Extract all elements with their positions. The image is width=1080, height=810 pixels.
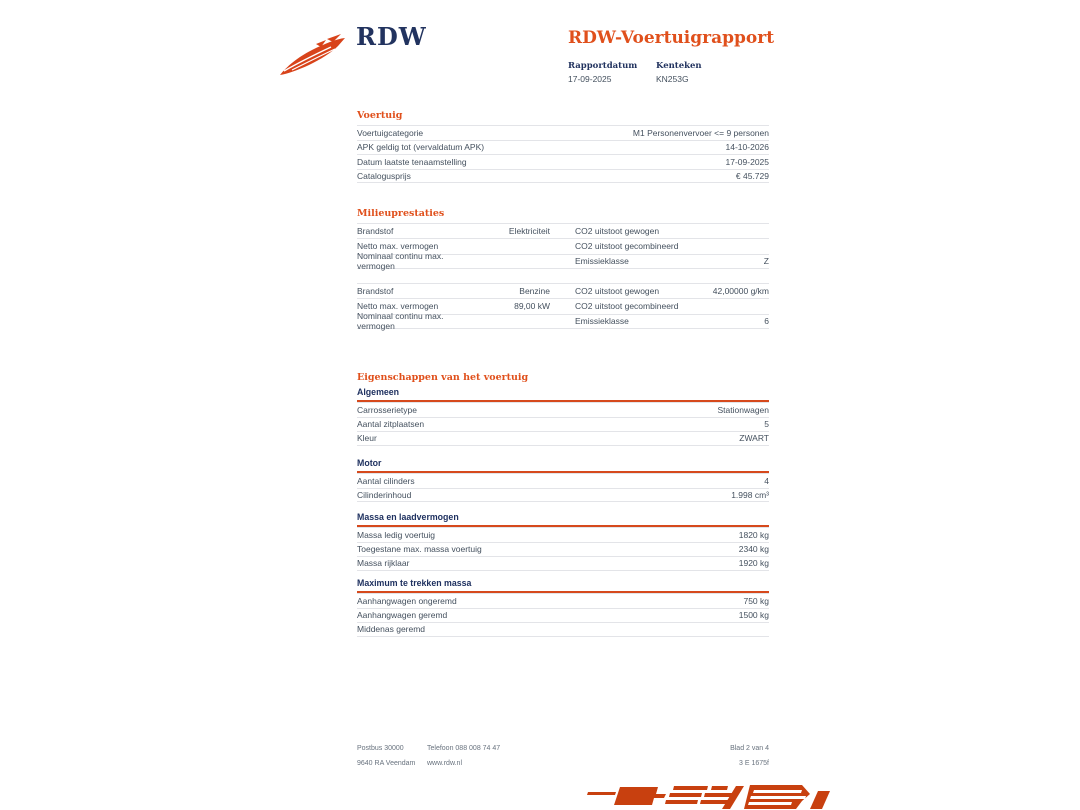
footer-website: www.rdw.nl (427, 760, 463, 767)
section-title: Voertuig (357, 110, 403, 121)
row-value: 4 (764, 475, 769, 486)
subsection-title: Maximum te trekken massa (357, 578, 769, 593)
row-label: Emissieklasse (575, 316, 629, 327)
report-content (357, 0, 769, 810)
table-row (357, 125, 769, 140)
row-label: Voertuigcategorie (357, 127, 424, 138)
table-row (357, 556, 769, 571)
row-value: M1 Personenvervoer <= 9 personen (632, 127, 769, 138)
row-value: ZWART (739, 433, 769, 444)
row-label: Kleur (357, 433, 377, 444)
table-row (357, 154, 769, 169)
table-row (357, 417, 769, 432)
subsection-trekken-massa (357, 578, 769, 637)
trekken-table (357, 593, 769, 637)
row-label: Brandstof (357, 286, 394, 297)
row-label: Catalogusprijs (357, 170, 411, 181)
row-value: 1500 kg (738, 610, 769, 621)
milieu-table-benzine (357, 283, 769, 332)
table-row (357, 283, 769, 298)
table-row (357, 431, 769, 446)
subsection-title: Algemeen (357, 387, 769, 402)
row-label: Nominaal continu max. vermogen (357, 251, 444, 272)
subsection-massa (357, 512, 769, 571)
footer-city: 9640 RA Veendam (357, 760, 416, 767)
row-label: Cilinderinhoud (357, 489, 412, 500)
row-label: Middenas geremd (357, 624, 426, 635)
row-label: Aanhangwagen ongeremd (357, 595, 457, 606)
table-row (357, 473, 769, 488)
row-label: Toegestane max. massa voertuig (357, 544, 482, 555)
row-label: Netto max. vermogen (357, 301, 439, 312)
table-row (357, 251, 769, 272)
row-label: CO2 uitstoot gewogen (575, 226, 660, 237)
row-label: Aantal zitplaatsen (357, 419, 425, 430)
row-value: 42,00000 g/km (712, 286, 769, 297)
table-row (357, 608, 769, 623)
table-row (357, 542, 769, 557)
row-value: 1920 kg (738, 558, 769, 569)
row-label: Brandstof (357, 226, 394, 237)
rdw-stripes-graphic (578, 784, 834, 810)
report-date-value: 17-09-2025 (568, 74, 612, 84)
section-eigenschappen (357, 372, 769, 387)
row-label: CO2 uitstoot gecombineerd (575, 241, 679, 252)
motor-table (357, 473, 769, 502)
subsection-title: Motor (357, 458, 769, 473)
row-label: Nominaal continu max. vermogen (357, 311, 444, 332)
row-value: Z (763, 256, 769, 267)
row-label: Datum laatste tenaamstelling (357, 156, 467, 167)
row-value: 1820 kg (738, 529, 769, 540)
subsection-title: Massa en laadvermogen (357, 512, 769, 527)
subsection-algemeen (357, 387, 769, 446)
rdw-logo-swoosh-icon (278, 29, 348, 77)
section-title: Eigenschappen van het voertuig (357, 372, 529, 383)
section-title: Milieuprestaties (357, 208, 445, 219)
row-value: 17-09-2025 (725, 156, 769, 167)
footer-doc-code: 3 E 1675f (739, 760, 769, 767)
voertuig-table (357, 125, 769, 183)
row-value: 5 (764, 419, 769, 430)
report-date-label: Rapportdatum (568, 61, 638, 71)
section-milieuprestaties-benzine (357, 283, 769, 332)
row-value: 14-10-2026 (725, 142, 769, 153)
row-value: 6 (764, 316, 769, 327)
rdw-wordmark: RDW (356, 22, 427, 51)
row-label: Aanhangwagen geremd (357, 610, 448, 621)
table-row (357, 169, 769, 184)
table-row (357, 527, 769, 542)
row-label: Carrosserietype (357, 404, 417, 415)
row-label: Aantal cilinders (357, 475, 415, 486)
subsection-motor (357, 458, 769, 502)
footer-postbus: Postbus 30000 (357, 745, 404, 752)
milieu-table-elektriciteit (357, 223, 769, 272)
row-value: Elektriciteit (508, 226, 550, 237)
table-row (357, 140, 769, 155)
table-row (357, 622, 769, 637)
row-label: Emissieklasse (575, 256, 629, 267)
row-value: 1.998 cm³ (731, 489, 769, 500)
algemeen-table (357, 402, 769, 446)
massa-table (357, 527, 769, 571)
row-value: 89,00 kW (514, 301, 550, 312)
table-row (357, 311, 769, 332)
table-row (357, 402, 769, 417)
license-plate-value: KN253G (656, 74, 689, 84)
footer-page-info (357, 741, 769, 771)
footer-phone: Telefoon 088 008 74 47 (427, 745, 501, 752)
row-value: 750 kg (743, 595, 769, 606)
row-label: APK geldig tot (vervaldatum APK) (357, 142, 485, 153)
table-row (357, 223, 769, 238)
table-row (357, 488, 769, 503)
row-label: CO2 uitstoot gecombineerd (575, 301, 679, 312)
footer-page-number: Blad 2 van 4 (730, 745, 769, 752)
section-voertuig (357, 110, 769, 183)
row-value: Benzine (519, 286, 550, 297)
page-title: RDW-Voertuigrapport (568, 28, 775, 48)
table-row (357, 593, 769, 608)
row-label: CO2 uitstoot gewogen (575, 286, 660, 297)
license-plate-label: Kenteken (656, 61, 702, 71)
row-value: Stationwagen (717, 404, 769, 415)
section-milieuprestaties (357, 208, 769, 272)
row-label: Massa ledig voertuig (357, 529, 435, 540)
row-value: 2340 kg (738, 544, 769, 555)
row-label: Netto max. vermogen (357, 241, 439, 252)
row-label: Massa rijklaar (357, 558, 410, 569)
row-value: € 45.729 (735, 170, 769, 181)
